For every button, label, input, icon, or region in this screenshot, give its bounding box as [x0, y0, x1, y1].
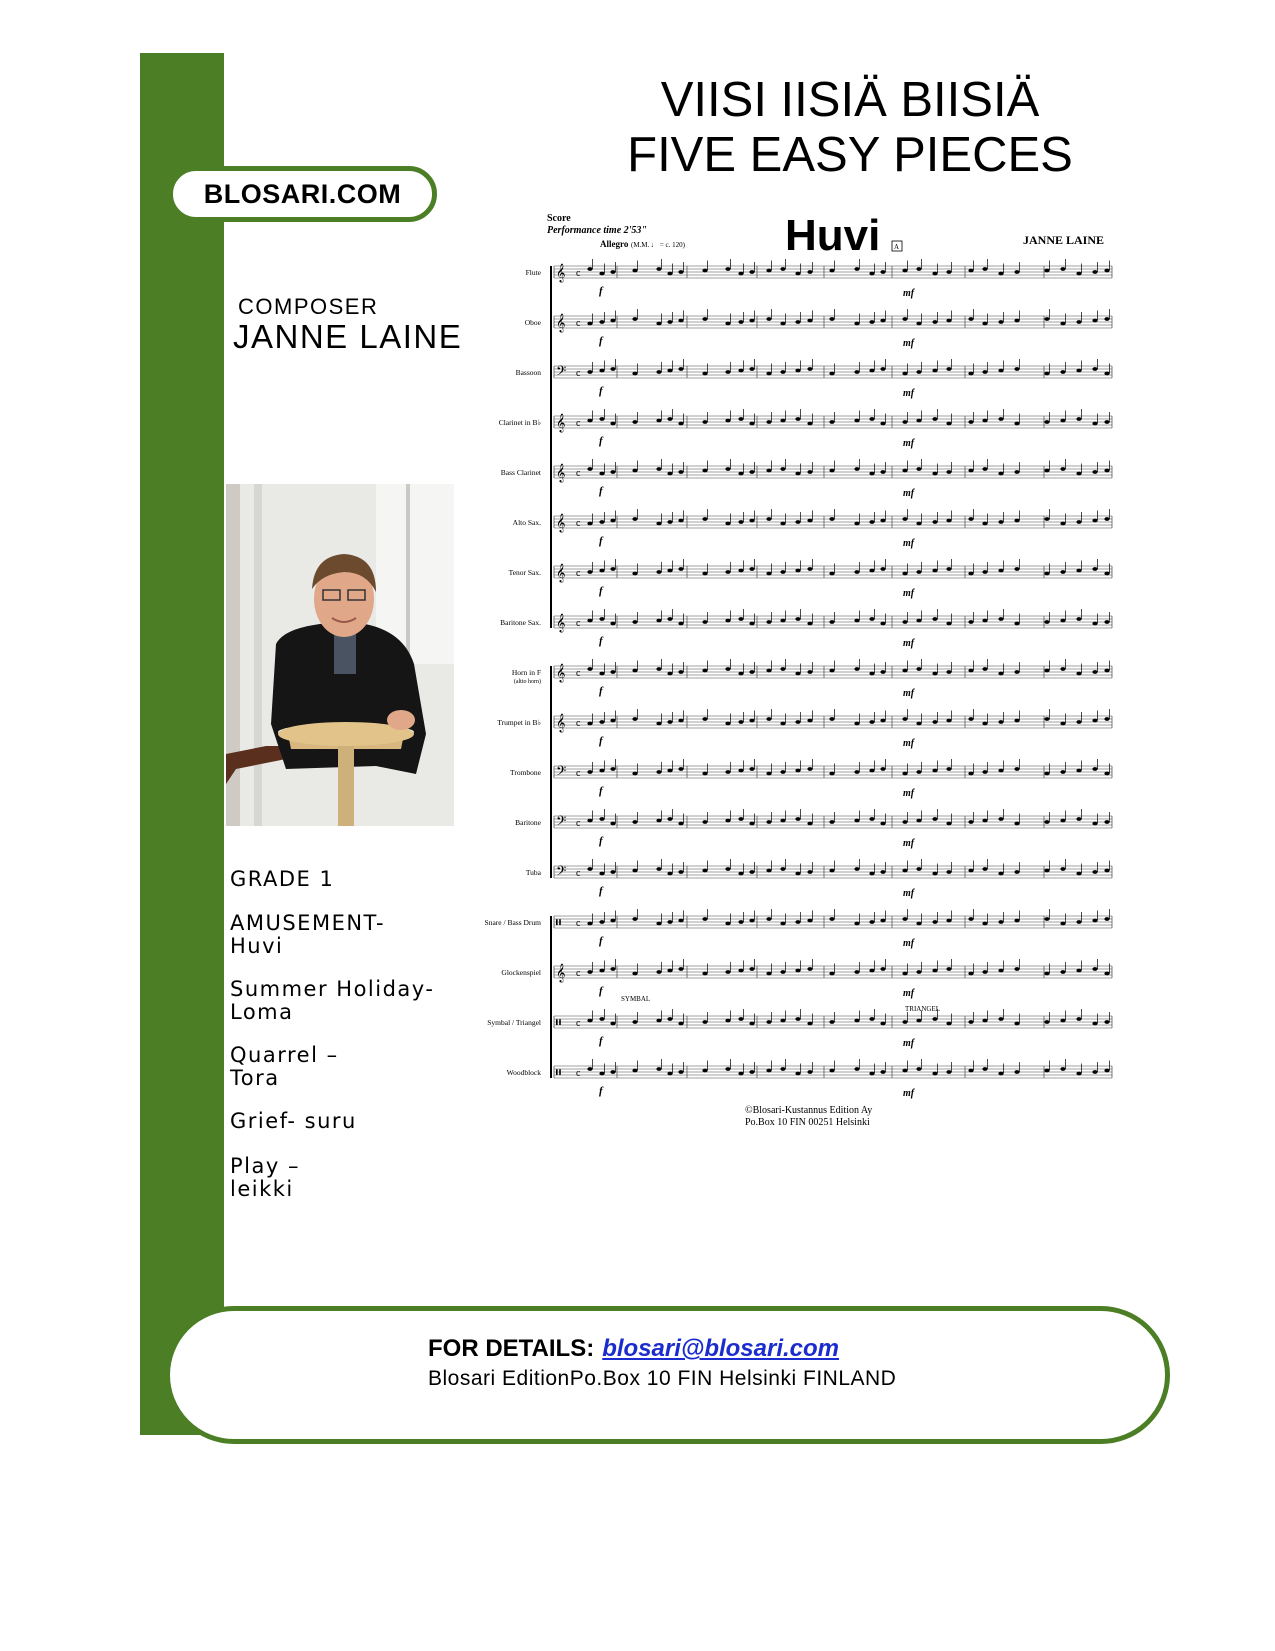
symbal-label: SYMBAL	[621, 995, 651, 1003]
piece-3-fi: Tora	[230, 1066, 280, 1090]
composer-name: JANNE LAINE	[233, 318, 463, 355]
instrument-name: Clarinet in B♭	[498, 418, 541, 427]
score-composer: JANNE LAINE	[1023, 233, 1105, 247]
dynamic-f: f	[599, 835, 603, 847]
time-signature: c	[576, 768, 581, 779]
clef-icon: 𝄞	[556, 465, 566, 482]
dynamic-f: f	[599, 535, 603, 547]
instrument-name: Symbal / Triangel	[487, 1018, 541, 1027]
staff-7	[509, 559, 1112, 599]
piece-2-en: Summer Holiday-	[230, 977, 435, 1001]
dynamic-mf: mf	[903, 588, 915, 599]
score-excerpt	[484, 208, 1165, 1173]
dynamic-f: f	[599, 435, 603, 447]
time-signature: c	[576, 1018, 581, 1029]
dynamic-f: f	[599, 635, 603, 647]
clef-icon: 𝄢	[556, 765, 567, 782]
clef-icon: 𝄢	[556, 865, 567, 882]
clef-icon: 𝄞	[556, 565, 566, 582]
composer-label: COMPOSER	[238, 294, 379, 319]
dynamic-f: f	[599, 885, 603, 897]
green-side-bar	[140, 53, 224, 1435]
staff-6	[513, 509, 1112, 549]
time-signature: c	[576, 318, 581, 329]
staff-11	[510, 759, 1112, 799]
details-label: FOR DETAILS:	[428, 1335, 595, 1362]
dynamic-mf: mf	[903, 838, 915, 849]
time-signature: c	[576, 868, 581, 879]
staff-17	[507, 1059, 1112, 1099]
instrument-name: Baritone	[515, 818, 541, 827]
instrument-name: Bassoon	[515, 368, 541, 377]
dynamic-mf: mf	[903, 688, 915, 699]
clef-icon: 𝄢	[556, 815, 567, 832]
piece-5-en: Play –	[230, 1154, 300, 1178]
instrument-name: Alto Sax.	[512, 518, 541, 527]
staff-12	[515, 809, 1112, 849]
instrument-name: Trumpet in B♭	[497, 718, 541, 727]
staff-9	[512, 659, 1112, 699]
dynamic-f: f	[599, 935, 603, 947]
instrument-name: Oboe	[524, 318, 541, 327]
clef-icon: 𝄞	[556, 665, 566, 682]
score-piece-title: Huvi	[785, 211, 881, 260]
copyright-line-2: Po.Box 10 FIN 00251 Helsinki	[745, 1117, 870, 1128]
staff-1	[526, 259, 1112, 299]
instrument-name: Woodblock	[506, 1068, 541, 1077]
dynamic-mf: mf	[903, 488, 915, 499]
clef-icon: 𝄥	[556, 1065, 561, 1082]
triangel-label: TRIANGEL	[905, 1005, 940, 1013]
instrument-name: Glockenspiel	[501, 968, 541, 977]
dynamic-mf: mf	[903, 438, 915, 449]
dynamic-mf: mf	[903, 288, 915, 299]
staff-10	[497, 709, 1112, 749]
staff-2	[525, 309, 1112, 349]
clef-icon: 𝄞	[556, 315, 566, 332]
site-badge	[168, 166, 437, 222]
time-signature: c	[576, 668, 581, 679]
title-finnish: VIISI IISIÄ BIISIÄ	[660, 73, 1040, 127]
tempo-marking: Allegro	[600, 239, 629, 249]
time-signature: c	[576, 968, 581, 979]
clef-icon: 𝄥	[556, 915, 561, 932]
dynamic-f: f	[599, 1085, 603, 1097]
time-signature: c	[576, 568, 581, 579]
title-english: FIVE EASY PIECES	[627, 128, 1073, 182]
instrument-name: Tenor Sax.	[508, 568, 541, 577]
time-signature: c	[576, 618, 581, 629]
staff-14	[485, 909, 1112, 949]
staff-5	[501, 459, 1112, 499]
dynamic-mf: mf	[903, 938, 915, 949]
dynamic-mf: mf	[903, 888, 915, 899]
dynamic-f: f	[599, 585, 603, 597]
time-signature: c	[576, 468, 581, 479]
dynamic-mf: mf	[903, 538, 915, 549]
piece-3-en: Quarrel –	[230, 1043, 339, 1067]
piece-2-fi: Loma	[230, 1000, 294, 1024]
publisher-address: Blosari EditionPo.Box 10 FIN Helsinki FINLAND	[428, 1367, 897, 1390]
piece-1-fi: Huvi	[230, 934, 284, 958]
staff-3	[516, 359, 1112, 399]
dynamic-mf: mf	[903, 388, 915, 399]
time-signature: c	[576, 518, 581, 529]
staff-15	[501, 959, 1112, 999]
clef-icon: 𝄞	[556, 265, 566, 282]
instrument-name: Tuba	[525, 868, 541, 877]
time-signature: c	[576, 368, 581, 379]
dynamic-f: f	[599, 785, 603, 797]
piece-5-fi: leikki	[230, 1177, 294, 1201]
time-signature: c	[576, 418, 581, 429]
dynamic-f: f	[599, 1035, 603, 1047]
dynamic-mf: mf	[903, 738, 915, 749]
piece-1-en: AMUSEMENT-	[230, 911, 386, 935]
instrument-name: Trombone	[510, 768, 541, 777]
time-signature: c	[576, 818, 581, 829]
instrument-name: Flute	[525, 268, 541, 277]
dynamic-mf: mf	[903, 788, 915, 799]
dynamic-f: f	[599, 385, 603, 397]
staff-4	[499, 409, 1112, 449]
dynamic-f: f	[599, 735, 603, 747]
copyright-line-1: ©Blosari-Kustannus Edition Ay	[745, 1105, 873, 1116]
staff-8	[500, 609, 1112, 649]
email-link[interactable]: blosari@blosari.com	[602, 1335, 840, 1362]
details-line	[428, 1335, 839, 1363]
time-signature: c	[576, 918, 581, 929]
piece-4: Grief- suru	[230, 1109, 357, 1133]
performance-time: Performance time 2'53"	[547, 225, 647, 236]
composer-photo	[226, 484, 454, 826]
dynamic-f: f	[599, 685, 603, 697]
clef-icon: 𝄞	[556, 415, 566, 432]
clef-icon: 𝄥	[556, 1015, 561, 1032]
staff-16	[487, 1009, 1112, 1049]
metronome-marking: (M.M. ♩ = c. 120)	[631, 241, 685, 249]
dynamic-f: f	[599, 285, 603, 297]
dynamic-f: f	[599, 985, 603, 997]
instrument-name: Snare / Bass Drum	[484, 918, 541, 927]
dynamic-mf: mf	[903, 988, 915, 999]
instrument-name: Horn in F	[511, 668, 541, 677]
time-signature: c	[576, 718, 581, 729]
score-label: Score	[547, 213, 571, 224]
staff-13	[526, 859, 1112, 899]
horn-subtitle: (altto horn)	[513, 679, 541, 685]
dynamic-f: f	[599, 335, 603, 347]
instrument-name: Bass Clarinet	[500, 468, 541, 477]
clef-icon: 𝄞	[556, 965, 566, 982]
dynamic-f: f	[599, 485, 603, 497]
clef-icon: 𝄞	[556, 715, 566, 732]
clef-icon: 𝄞	[556, 515, 566, 532]
clef-icon: 𝄞	[556, 615, 566, 632]
dynamic-mf: mf	[903, 638, 915, 649]
rehearsal-mark: A	[894, 243, 900, 251]
grade-label: GRADE 1	[230, 867, 335, 891]
site-badge-text: BLOSARI.COM	[203, 178, 402, 209]
dynamic-mf: mf	[903, 1038, 915, 1049]
details-panel	[165, 1306, 1170, 1444]
dynamic-mf: mf	[903, 338, 915, 349]
dynamic-mf: mf	[903, 1088, 915, 1099]
time-signature: c	[576, 1068, 581, 1079]
instrument-name: Baritone Sax.	[500, 618, 541, 627]
clef-icon: 𝄢	[556, 365, 567, 382]
time-signature: c	[576, 268, 581, 279]
